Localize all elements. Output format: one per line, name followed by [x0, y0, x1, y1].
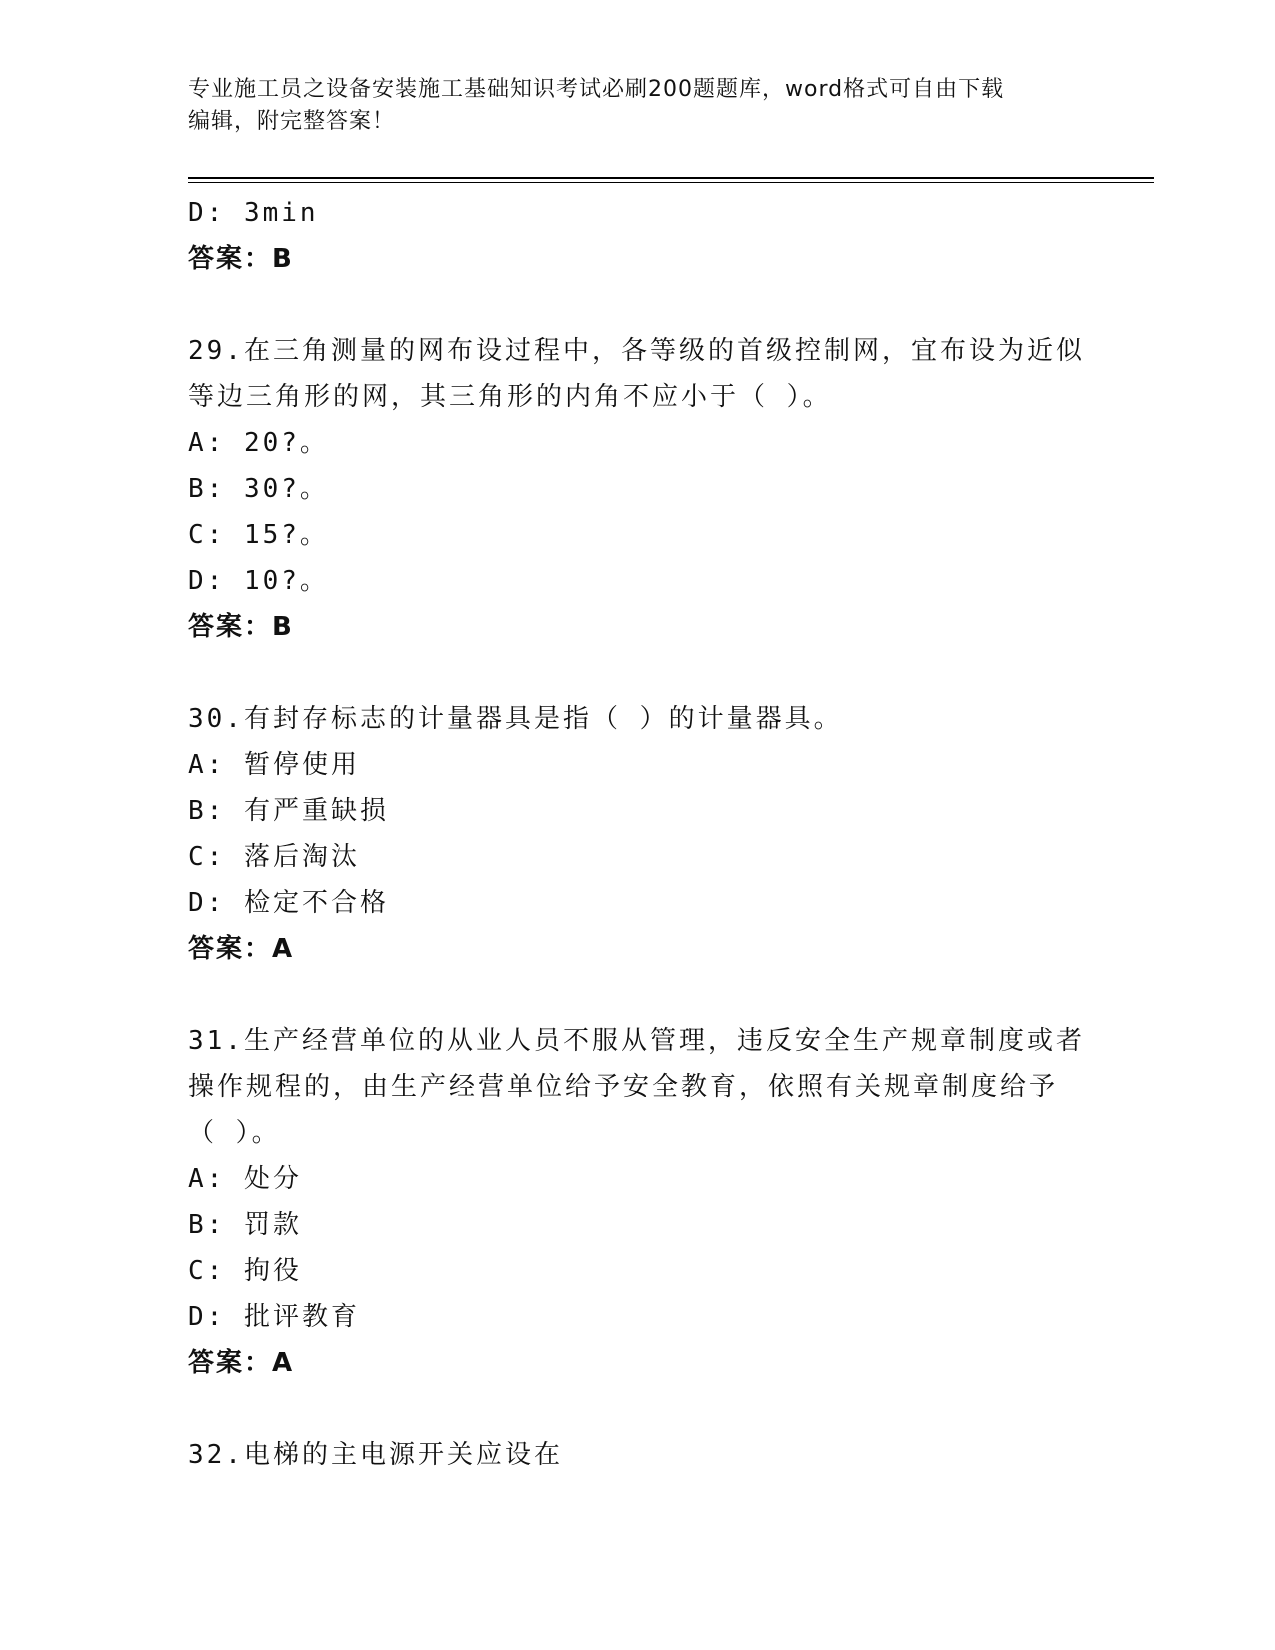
answer-line: 答案：A [188, 1348, 295, 1378]
question-text-line: 31.生产经营单位的从业人员不服从管理，违反安全生产规章制度或者 [188, 1026, 1085, 1056]
spacer [188, 650, 1088, 696]
option-a: A: 20?。 [188, 428, 329, 458]
header-divider-thick [188, 177, 1154, 179]
option-c: C: 落后淘汰 [188, 842, 360, 872]
document-body [188, 190, 1088, 1478]
question-30 [188, 696, 1088, 972]
option-c: C: 15?。 [188, 520, 329, 550]
question-text-line: 30.有封存标志的计量器具是指（ ）的计量器具。 [188, 704, 843, 734]
question-text-line: 29.在三角测量的网布设过程中，各等级的首级控制网，宜布设为近似 [188, 336, 1085, 366]
option-b: B: 罚款 [188, 1210, 302, 1240]
option-d: D: 检定不合格 [188, 888, 389, 918]
option-d: D: 批评教育 [188, 1302, 360, 1332]
question-text-line: （ ）。 [188, 1118, 281, 1148]
question-text-line: 32.电梯的主电源开关应设在 [188, 1440, 563, 1470]
header-title-line-1: 专业施工员之设备安装施工基础知识考试必刷200题题库，word格式可自由下载 [188, 77, 1005, 102]
option-d: D: 10?。 [188, 566, 329, 596]
spacer [188, 282, 1088, 328]
question-text-line: 等边三角形的网，其三角形的内角不应小于（ ）。 [188, 382, 832, 412]
answer-line: 答案：B [188, 612, 294, 642]
question-31 [188, 1018, 1088, 1386]
spacer [188, 1386, 1088, 1432]
answer-line: 答案：B [188, 244, 294, 274]
option-c: C: 拘役 [188, 1256, 302, 1286]
option-b: B: 30?。 [188, 474, 329, 504]
option-a: A: 暂停使用 [188, 750, 360, 780]
option-a: A: 处分 [188, 1164, 302, 1194]
question-32 [188, 1432, 1088, 1478]
header-title-line-2: 编辑，附完整答案！ [188, 109, 396, 134]
spacer [188, 972, 1088, 1018]
question-text-line: 操作规程的，由生产经营单位给予安全教育，依照有关规章制度给予 [188, 1072, 1059, 1102]
option-b: B: 有严重缺损 [188, 796, 389, 826]
question-29 [188, 328, 1088, 650]
answer-line: 答案：A [188, 934, 295, 964]
document-header [188, 74, 1088, 138]
header-divider-thin [188, 182, 1154, 183]
option-d: D: 3min [188, 198, 319, 228]
